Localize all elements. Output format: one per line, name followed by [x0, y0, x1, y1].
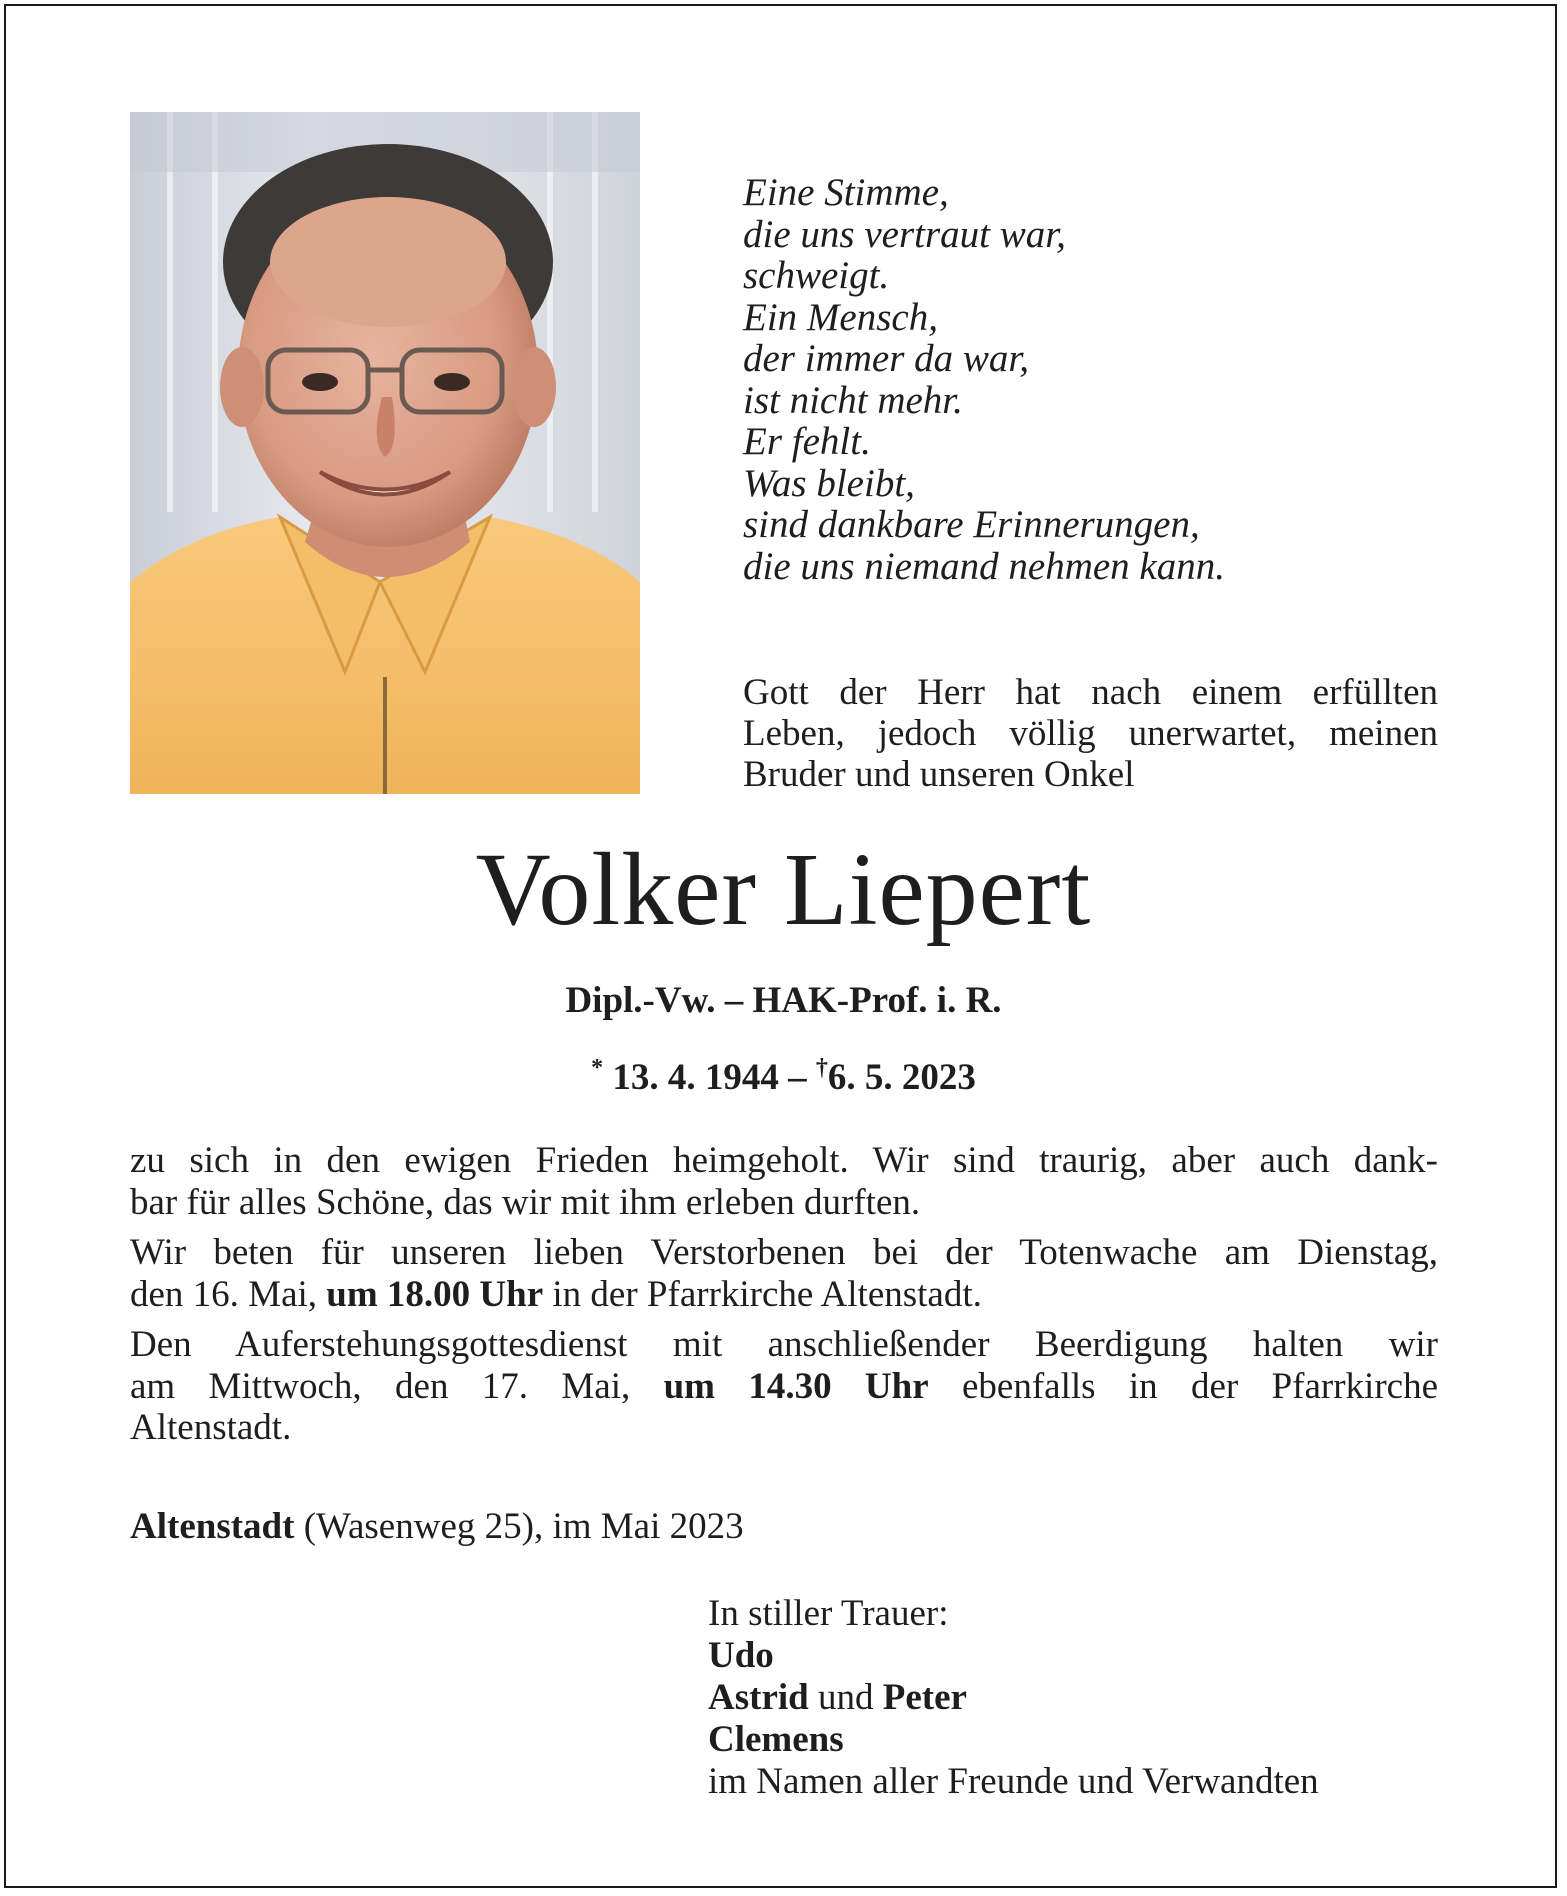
announcement-body [130, 1140, 1438, 1458]
poem-line: Was bleibt, [743, 461, 915, 505]
mourners-heading: In stiller Trauer: [708, 1593, 949, 1634]
date-separator: – [788, 1057, 807, 1098]
body-line: Den Auferstehungsgottesdienst mit anschließender Beerdigung halten wir [130, 1324, 1438, 1365]
paragraph-peace [130, 1140, 1438, 1223]
intro-text [743, 672, 1438, 795]
poem-line: ist nicht mehr. [743, 378, 963, 422]
birth-mark: * [591, 1055, 604, 1081]
mourner-name: Astrid [708, 1677, 809, 1718]
mourners-list [708, 1593, 1319, 1803]
deceased-name: Volker Liepert [475, 832, 1092, 947]
body-line [130, 1274, 1438, 1316]
wake-time: um 18.00 Uhr [326, 1273, 544, 1315]
place-date-line [130, 1505, 744, 1549]
poem-line: der immer da war, [743, 337, 1030, 380]
poem [743, 172, 1225, 587]
poem-line: die uns niemand nehmen kann. [743, 544, 1225, 588]
place-address: (Wasenweg 25), im Mai 2023 [294, 1506, 744, 1547]
body-line: zu sich in den ewigen Frieden heimgeholt. Wir sind traurig, aber auch dank- [130, 1140, 1438, 1181]
paragraph-wake [130, 1232, 1438, 1315]
paragraph-funeral [130, 1324, 1438, 1449]
body-line: bar für alles Schöne, das wir mit ihm erleben durften. [130, 1181, 921, 1223]
place-town: Altenstadt [130, 1506, 295, 1547]
poem-line: Er fehlt. [743, 420, 871, 463]
body-text: in der Pfarrkirche Altenstadt. [543, 1273, 982, 1315]
conjunction: und [808, 1677, 883, 1718]
birth-date: 13. 4. 1944 [612, 1057, 779, 1098]
death-mark: † [815, 1055, 828, 1081]
poem-line: schweigt. [743, 254, 890, 297]
life-dates [0, 1045, 1567, 1101]
mourner-name: Peter [882, 1677, 967, 1718]
body-text: am Mittwoch, den 17. Mai, [130, 1365, 664, 1407]
body-line [130, 1366, 1438, 1408]
poem-line: Eine Stimme, [743, 171, 949, 214]
poem-line: Ein Mensch, [743, 295, 938, 339]
portrait-photo [130, 112, 640, 794]
body-line: Wir beten für unseren lieben Verstorbenen bei der Totenwache am Dienstag, [130, 1232, 1438, 1273]
funeral-time: um 14.30 Uhr [663, 1365, 929, 1407]
body-text: den 16. Mai, [130, 1273, 327, 1315]
intro-line: Gott der Herr hat nach einem erfüllten [743, 672, 1438, 713]
poem-line: die uns vertraut war, [743, 212, 1066, 256]
intro-line: Leben, jedoch völlig unerwartet, meinen [743, 713, 1438, 754]
mourner-name: Udo [708, 1635, 774, 1676]
body-line: Altenstadt. [130, 1407, 292, 1448]
body-text: ebenfalls in der Pfarrkirche [928, 1365, 1438, 1407]
mourners-footer: im Namen aller Freunde und Verwandten [708, 1761, 1319, 1802]
intro-line: Bruder und unseren Onkel [743, 754, 1135, 795]
academic-title: Dipl.-Vw. – HAK-Prof. i. R. [565, 980, 1002, 1021]
mourner-name: Clemens [708, 1719, 844, 1760]
death-date: 6. 5. 2023 [827, 1057, 976, 1098]
poem-line: sind dankbare Erinnerungen, [743, 503, 1200, 546]
